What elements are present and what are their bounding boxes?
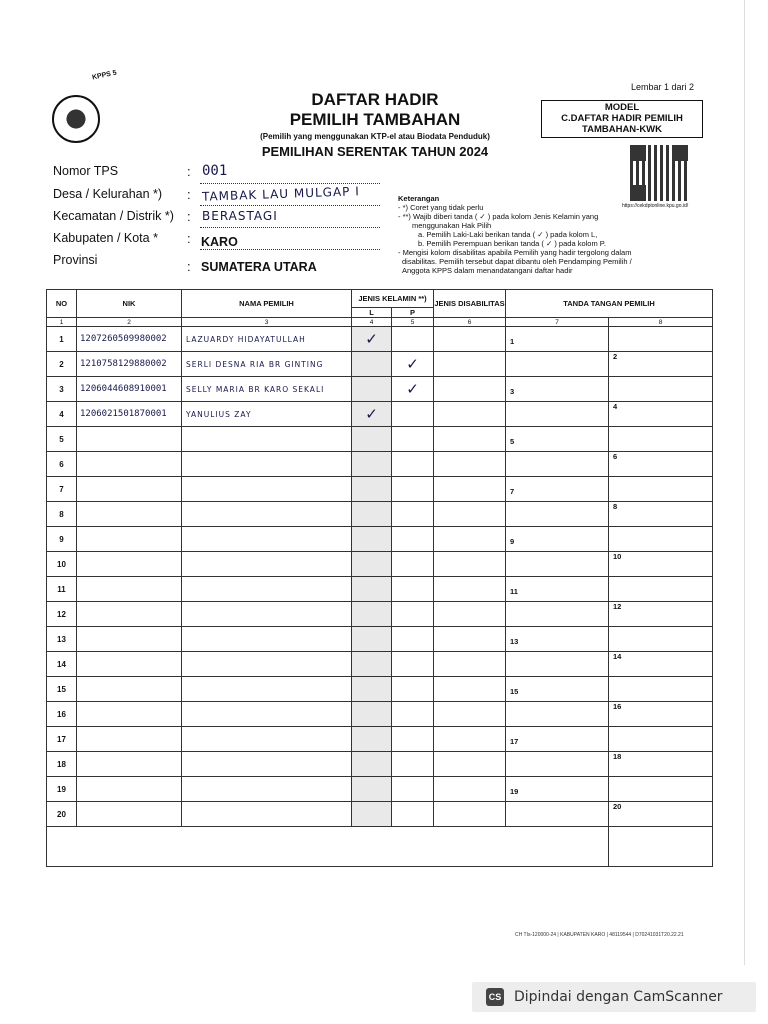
signature-left-cell bbox=[506, 752, 609, 777]
note-3: - Mengisi kolom disabilitas apabila Pemilih yang hadir tergolong dalam bbox=[398, 248, 632, 257]
signature-right-cell bbox=[609, 477, 713, 502]
signature-right-cell bbox=[609, 502, 713, 527]
header-disabilitas: JENIS DISABILITAS bbox=[434, 290, 506, 318]
p-cell bbox=[392, 577, 434, 602]
table-row bbox=[47, 427, 713, 452]
disabilitas-cell bbox=[434, 652, 506, 677]
signature-left-cell bbox=[506, 802, 609, 827]
no-cell: 2 bbox=[47, 352, 77, 377]
model-line1: MODEL bbox=[604, 102, 640, 113]
model-line2: C.DAFTAR HADIR PEMILIH bbox=[561, 113, 683, 124]
tps-value: 001 bbox=[202, 163, 228, 179]
signature-number: 13 bbox=[510, 637, 519, 646]
signature-left-cell bbox=[506, 327, 609, 352]
l-cell bbox=[352, 802, 392, 827]
table-row bbox=[47, 627, 713, 652]
nama-cell bbox=[182, 602, 352, 627]
no-cell: 11 bbox=[47, 577, 77, 602]
l-cell bbox=[352, 477, 392, 502]
camscanner-text: Dipindai dengan CamScanner bbox=[514, 989, 723, 1005]
colon: : bbox=[187, 164, 191, 179]
signature-left-cell bbox=[506, 702, 609, 727]
l-cell bbox=[352, 677, 392, 702]
signature-number: 1 bbox=[510, 337, 515, 346]
nama-cell bbox=[182, 627, 352, 652]
p-cell bbox=[392, 652, 434, 677]
no-cell: 5 bbox=[47, 427, 77, 452]
signature-number: 18 bbox=[613, 752, 622, 761]
nama-cell bbox=[182, 652, 352, 677]
signature-number: 14 bbox=[613, 652, 622, 661]
l-cell bbox=[352, 552, 392, 577]
p-cell bbox=[392, 427, 434, 452]
disabilitas-cell bbox=[434, 477, 506, 502]
no-cell: 20 bbox=[47, 802, 77, 827]
table-row bbox=[47, 552, 713, 577]
nama-cell bbox=[182, 677, 352, 702]
signature-number: 11 bbox=[510, 587, 518, 596]
nik-cell bbox=[77, 527, 182, 552]
header-tanda-tangan: TANDA TANGAN PEMILIH bbox=[506, 290, 713, 318]
nama-cell bbox=[182, 802, 352, 827]
no-cell: 16 bbox=[47, 702, 77, 727]
disabilitas-cell bbox=[434, 777, 506, 802]
title-line1: DAFTAR HADIR bbox=[311, 90, 439, 109]
note-3b: disabilitas. Pemilih tersebut dapat dibantu oleh Pendamping Pemilih / bbox=[402, 257, 632, 266]
index-cell: 2 bbox=[77, 318, 182, 327]
signature-left-cell bbox=[506, 502, 609, 527]
field-label-kabupaten: Kabupaten / Kota * bbox=[53, 231, 158, 245]
signature-number: 17 bbox=[510, 737, 519, 746]
l-cell bbox=[352, 777, 392, 802]
nama-cell: LAZUARDY HIDAYATULLAH bbox=[182, 327, 352, 352]
disabilitas-cell bbox=[434, 327, 506, 352]
nama-cell: SELLY MARIA BR KARO SEKALI bbox=[182, 377, 352, 402]
camscanner-icon: CS bbox=[486, 988, 504, 1006]
index-cell: 5 bbox=[392, 318, 434, 327]
signature-left-cell bbox=[506, 627, 609, 652]
l-cell bbox=[352, 502, 392, 527]
p-cell: ✓ bbox=[392, 352, 434, 377]
p-cell bbox=[392, 602, 434, 627]
no-cell: 8 bbox=[47, 502, 77, 527]
nik-cell: 1206044608910001 bbox=[77, 377, 182, 402]
nama-cell bbox=[182, 502, 352, 527]
nik-cell bbox=[77, 577, 182, 602]
disabilitas-cell bbox=[434, 577, 506, 602]
table-row bbox=[47, 452, 713, 477]
no-cell: 4 bbox=[47, 402, 77, 427]
nama-cell bbox=[182, 427, 352, 452]
disabilitas-cell bbox=[434, 552, 506, 577]
p-cell bbox=[392, 727, 434, 752]
p-cell bbox=[392, 527, 434, 552]
table-row bbox=[47, 677, 713, 702]
nama-cell bbox=[182, 752, 352, 777]
header-jenis-kelamin: JENIS KELAMIN **) bbox=[352, 290, 434, 308]
kecamatan-value: BERASTAGI bbox=[202, 209, 278, 223]
table-row bbox=[47, 577, 713, 602]
signature-right-cell bbox=[609, 677, 713, 702]
signature-number: 12 bbox=[613, 602, 622, 611]
signature-left-cell bbox=[506, 652, 609, 677]
header-p: P bbox=[392, 308, 434, 318]
election-title: PEMILIHAN SERENTAK TAHUN 2024 bbox=[261, 144, 489, 159]
signature-number: 9 bbox=[510, 537, 515, 546]
disabilitas-cell bbox=[434, 702, 506, 727]
nik-cell bbox=[77, 477, 182, 502]
note-2c: a. Pemilih Laki-Laki berikan tanda ( ✓ ) pada kolom L, bbox=[418, 230, 598, 239]
nik-cell bbox=[77, 652, 182, 677]
l-cell bbox=[352, 602, 392, 627]
disabilitas-cell bbox=[434, 452, 506, 477]
signature-number: 4 bbox=[613, 402, 618, 411]
signature-left-cell bbox=[506, 727, 609, 752]
p-cell bbox=[392, 677, 434, 702]
kpu-logo-icon bbox=[52, 95, 100, 143]
signature-left-cell bbox=[506, 402, 609, 427]
index-cell: 1 bbox=[47, 318, 77, 327]
title-line2: PEMILIH TAMBAHAN bbox=[289, 110, 461, 129]
l-cell bbox=[352, 627, 392, 652]
no-cell: 17 bbox=[47, 727, 77, 752]
signature-number: 8 bbox=[613, 502, 618, 511]
disabilitas-cell bbox=[434, 602, 506, 627]
footer-code: CH TIs-120000-24 | KABUPATEN KARO | 48119544 | D70241031T20.22.21 bbox=[515, 932, 684, 938]
colon: : bbox=[187, 187, 191, 202]
table-row bbox=[47, 477, 713, 502]
table-row bbox=[47, 527, 713, 552]
colon: : bbox=[187, 259, 191, 274]
nik-cell bbox=[77, 502, 182, 527]
signature-number: 6 bbox=[613, 452, 618, 461]
note-3c: Anggota KPPS dalam menandatangani daftar hadir bbox=[402, 266, 573, 275]
field-label-kecamatan: Kecamatan / Distrik *) bbox=[53, 209, 174, 223]
signature-left-cell bbox=[506, 577, 609, 602]
signature-number: 2 bbox=[613, 352, 618, 361]
nik-cell bbox=[77, 627, 182, 652]
notes-title: Keterangan bbox=[398, 194, 440, 203]
signature-right-cell bbox=[609, 352, 713, 377]
signature-left-cell bbox=[506, 777, 609, 802]
index-cell: 7 bbox=[506, 318, 609, 327]
nik-cell bbox=[77, 777, 182, 802]
no-cell: 18 bbox=[47, 752, 77, 777]
header-nik: NIK bbox=[77, 290, 182, 318]
signature-cell bbox=[609, 827, 713, 867]
camscanner-watermark bbox=[472, 982, 756, 1012]
nama-cell bbox=[182, 777, 352, 802]
disabilitas-cell bbox=[434, 627, 506, 652]
model-line3: TAMBAHAN-KWK bbox=[581, 124, 663, 135]
nama-cell bbox=[182, 452, 352, 477]
p-cell bbox=[392, 802, 434, 827]
header-nama: NAMA PEMILIH bbox=[182, 290, 352, 318]
nik-cell bbox=[77, 677, 182, 702]
index-cell: 3 bbox=[182, 318, 352, 327]
signature-right-cell bbox=[609, 577, 713, 602]
table-row bbox=[47, 502, 713, 527]
signature-number: 20 bbox=[613, 802, 622, 811]
p-cell bbox=[392, 327, 434, 352]
sheet-info: Lembar 1 dari 2 bbox=[631, 82, 695, 92]
signature-left-cell bbox=[506, 477, 609, 502]
p-cell bbox=[392, 752, 434, 777]
note-2d: b. Pemilih Perempuan berikan tanda ( ✓ ) pada kolom P. bbox=[418, 239, 606, 248]
disabilitas-cell bbox=[434, 502, 506, 527]
signature-left-cell bbox=[506, 377, 609, 402]
table-row bbox=[47, 652, 713, 677]
disabilitas-cell bbox=[434, 802, 506, 827]
no-cell: 6 bbox=[47, 452, 77, 477]
nama-cell: SERLI DESNA RIA BR GINTING bbox=[182, 352, 352, 377]
disabilitas-cell bbox=[434, 752, 506, 777]
note-1: - *) Coret yang tidak perlu bbox=[398, 203, 484, 212]
signature-right-cell bbox=[609, 452, 713, 477]
l-cell bbox=[352, 577, 392, 602]
signature-right-cell bbox=[609, 552, 713, 577]
nik-cell bbox=[77, 552, 182, 577]
no-cell: 14 bbox=[47, 652, 77, 677]
note-2b: menggunakan Hak Pilih bbox=[412, 221, 492, 230]
signature-left-cell bbox=[506, 527, 609, 552]
signature-right-cell bbox=[609, 527, 713, 552]
qr-url: https://cekdptonline.kpu.go.id/ bbox=[622, 203, 689, 209]
signature-number: 16 bbox=[613, 702, 622, 711]
disabilitas-cell bbox=[434, 677, 506, 702]
no-cell: 7 bbox=[47, 477, 77, 502]
signature-right-cell bbox=[609, 427, 713, 452]
signature-number: 10 bbox=[613, 552, 622, 561]
signature-right-cell bbox=[609, 627, 713, 652]
index-cell: 4 bbox=[352, 318, 392, 327]
dotted-line bbox=[200, 227, 380, 228]
kabupaten-value: KARO bbox=[201, 235, 238, 249]
l-cell bbox=[352, 727, 392, 752]
nama-cell bbox=[182, 552, 352, 577]
signature-right-cell bbox=[609, 377, 713, 402]
note-2: - **) Wajib diberi tanda ( ✓ ) pada kolom Jenis Kelamin yang bbox=[398, 212, 599, 221]
disabilitas-cell bbox=[434, 727, 506, 752]
signature-number: 5 bbox=[510, 437, 515, 446]
disabilitas-cell bbox=[434, 352, 506, 377]
header-l: L bbox=[352, 308, 392, 318]
table-row bbox=[47, 377, 713, 402]
header-no: NO bbox=[47, 290, 77, 318]
l-cell bbox=[352, 427, 392, 452]
p-cell bbox=[392, 702, 434, 727]
nik-cell bbox=[77, 752, 182, 777]
p-cell bbox=[392, 627, 434, 652]
table-row bbox=[47, 602, 713, 627]
l-cell bbox=[352, 352, 392, 377]
no-cell: 15 bbox=[47, 677, 77, 702]
nik-cell bbox=[77, 452, 182, 477]
p-cell bbox=[392, 477, 434, 502]
nik-cell bbox=[77, 702, 182, 727]
table-row bbox=[47, 727, 713, 752]
disabilitas-cell bbox=[434, 402, 506, 427]
signature-left-cell bbox=[506, 602, 609, 627]
signature-right-cell bbox=[609, 602, 713, 627]
table-row bbox=[47, 702, 713, 727]
p-cell bbox=[392, 502, 434, 527]
no-cell: 9 bbox=[47, 527, 77, 552]
no-cell: 19 bbox=[47, 777, 77, 802]
dotted-line bbox=[200, 249, 380, 250]
signature-left-cell bbox=[506, 352, 609, 377]
nama-cell bbox=[182, 577, 352, 602]
model-box bbox=[541, 100, 703, 138]
qr-code-icon bbox=[630, 145, 688, 201]
no-cell: 10 bbox=[47, 552, 77, 577]
nik-cell: 1210758129880002 bbox=[77, 352, 182, 377]
field-label-desa: Desa / Kelurahan *) bbox=[53, 187, 163, 201]
signature-left-cell bbox=[506, 677, 609, 702]
dotted-line bbox=[200, 205, 380, 206]
index-cell: 8 bbox=[609, 318, 713, 327]
p-cell bbox=[392, 402, 434, 427]
nik-cell bbox=[77, 802, 182, 827]
nik-cell: 1206021501870001 bbox=[77, 402, 182, 427]
table-row bbox=[47, 802, 713, 827]
nik-cell bbox=[77, 602, 182, 627]
field-label-provinsi: Provinsi bbox=[53, 253, 98, 267]
no-cell: 1 bbox=[47, 327, 77, 352]
index-cell: 6 bbox=[434, 318, 506, 327]
signature-right-cell bbox=[609, 327, 713, 352]
signature-right-cell bbox=[609, 727, 713, 752]
signature-right-cell bbox=[609, 702, 713, 727]
field-label-tps: Nomor TPS bbox=[53, 164, 119, 178]
nama-cell bbox=[182, 527, 352, 552]
signature-right-cell bbox=[609, 777, 713, 802]
disabilitas-cell bbox=[434, 427, 506, 452]
table-row bbox=[47, 402, 713, 427]
l-cell bbox=[352, 452, 392, 477]
table-row bbox=[47, 777, 713, 802]
p-cell bbox=[392, 452, 434, 477]
signature-right-cell bbox=[609, 402, 713, 427]
signature-right-cell bbox=[609, 802, 713, 827]
signature-left-cell bbox=[506, 552, 609, 577]
l-cell bbox=[352, 702, 392, 727]
signature-left-cell bbox=[506, 452, 609, 477]
nik-cell: 1207260509980002 bbox=[77, 327, 182, 352]
subtitle: (Pemilih yang menggunakan KTP-el atau Biodata Penduduk) bbox=[260, 132, 490, 141]
attendance-table bbox=[46, 289, 713, 867]
no-cell: 3 bbox=[47, 377, 77, 402]
signature-left-cell bbox=[506, 427, 609, 452]
nama-cell bbox=[182, 727, 352, 752]
colon: : bbox=[187, 209, 191, 224]
notes-block bbox=[398, 194, 698, 275]
signature-right-cell bbox=[609, 652, 713, 677]
nama-cell bbox=[182, 702, 352, 727]
nik-cell bbox=[77, 727, 182, 752]
disabilitas-cell bbox=[434, 527, 506, 552]
p-cell bbox=[392, 552, 434, 577]
l-cell bbox=[352, 652, 392, 677]
kpps-tag: KPPS 5 bbox=[91, 69, 118, 82]
provinsi-value: SUMATERA UTARA bbox=[201, 260, 317, 274]
signature-number: 15 bbox=[510, 687, 519, 696]
l-cell bbox=[352, 527, 392, 552]
no-cell: 12 bbox=[47, 602, 77, 627]
signature-number: 19 bbox=[510, 787, 519, 796]
p-cell bbox=[392, 777, 434, 802]
l-cell bbox=[352, 377, 392, 402]
signature-number: 7 bbox=[510, 487, 515, 496]
signature-right-cell bbox=[609, 752, 713, 777]
table-row bbox=[47, 352, 713, 377]
no-cell: 13 bbox=[47, 627, 77, 652]
disabilitas-cell bbox=[434, 377, 506, 402]
signature-number: 3 bbox=[510, 387, 515, 396]
l-cell: ✓ bbox=[352, 402, 392, 427]
desa-value: TAMBAK LAU MULGAP I bbox=[201, 184, 360, 204]
p-cell: ✓ bbox=[392, 377, 434, 402]
table-row bbox=[47, 327, 713, 352]
table-bottom-row bbox=[47, 827, 713, 867]
l-cell bbox=[352, 752, 392, 777]
nik-cell bbox=[77, 427, 182, 452]
nama-cell: YANULIUS ZAY bbox=[182, 402, 352, 427]
colon: : bbox=[187, 231, 191, 246]
index-row bbox=[47, 318, 713, 327]
table-row bbox=[47, 752, 713, 777]
nama-cell bbox=[182, 477, 352, 502]
l-cell: ✓ bbox=[352, 327, 392, 352]
